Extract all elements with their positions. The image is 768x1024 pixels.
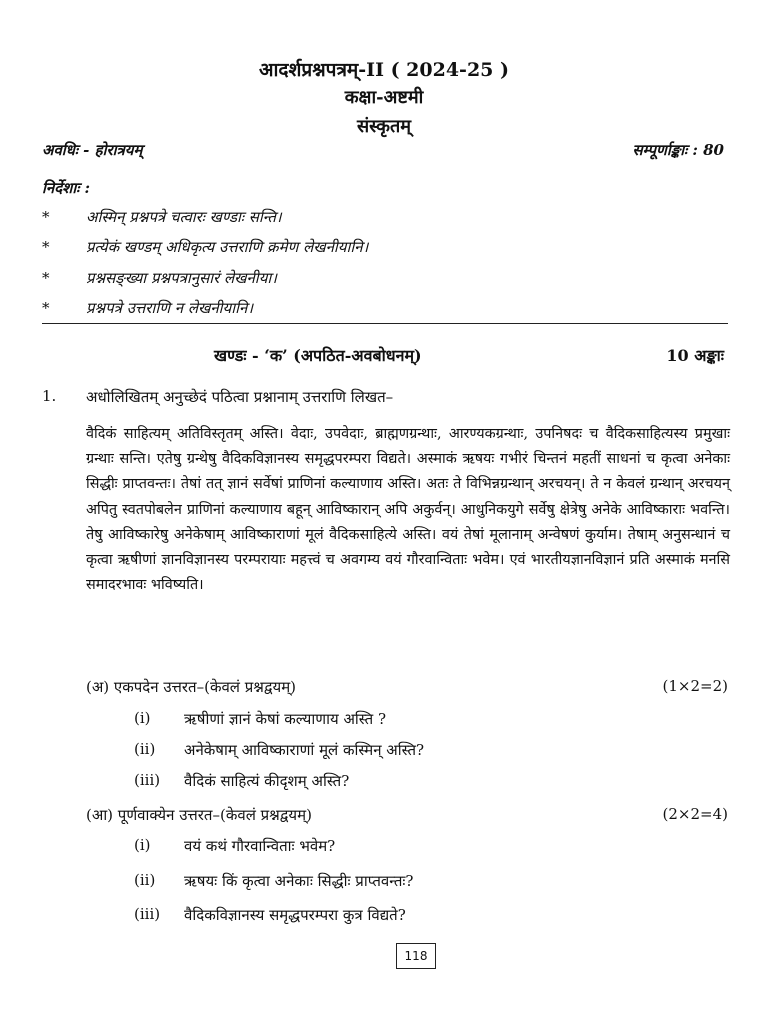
duration-label: अवधिः - होरात्रयम्	[42, 141, 143, 159]
instruction-item	[42, 298, 253, 318]
part-b-marks: (2×2=4)	[662, 805, 728, 823]
instruction-text: प्रत्येकं खण्डम् अधिकृत्य उत्तराणि क्रमेण लेखनीयानि।	[86, 238, 369, 256]
bullet-icon: *	[42, 208, 50, 226]
divider	[42, 323, 728, 324]
instruction-text: अस्मिन् प्रश्नपत्रे चत्वारः खण्डाः सन्ति।	[86, 208, 282, 226]
sub-question-text: ऋषयः किं कृत्वा अनेकाः सिद्धीः प्राप्तवन्तः?	[184, 872, 414, 890]
part-a-marks: (1×2=2)	[662, 677, 728, 695]
sub-question-text: वैदिकविज्ञानस्य समृद्धपरम्परा कुत्र विद्यते?	[184, 906, 406, 924]
question-number: 1.	[42, 387, 57, 405]
sub-question-text: वैदिकं साहित्यं कीदृशम् अस्ति?	[184, 772, 350, 790]
page-number: 118	[396, 943, 436, 969]
section-marks: 10 अङ्काः	[666, 346, 724, 365]
sub-question-number: (i)	[134, 709, 151, 727]
instruction-item	[42, 237, 368, 257]
instruction-item	[42, 268, 277, 288]
bullet-icon: *	[42, 238, 50, 256]
sub-question-text: अनेकेषाम् आविष्काराणां मूलं कस्मिन् अस्ति?	[184, 741, 425, 759]
sub-question-text: ऋषीणां ज्ञानं केषां कल्याणाय अस्ति ?	[184, 710, 386, 728]
total-marks-label: सम्पूर्णाङ्काः : 80	[632, 141, 724, 159]
bullet-icon: *	[42, 299, 50, 317]
instruction-item	[42, 207, 282, 227]
part-b-label: (आ) पूर्णवाक्येन उत्तरत–(केवलं प्रश्नद्वयम्)	[86, 806, 312, 824]
sub-question-number: (i)	[134, 836, 151, 854]
sub-question-number: (ii)	[134, 871, 156, 889]
sub-question-text: वयं कथं गौरवान्विताः भवेम?	[184, 837, 336, 855]
subject-label: संस्कृतम्	[356, 116, 412, 137]
bullet-icon: *	[42, 269, 50, 287]
question-text: अधोलिखितम् अनुच्छेदं पठित्वा प्रश्नानाम् उत्तराणि लिखत–	[86, 388, 394, 406]
sub-question-number: (iii)	[134, 771, 161, 789]
passage: वैदिकं साहित्यम् अतिविस्तृतम् अस्ति। वेदाः, उपवेदाः, ब्राह्मणग्रन्थाः, आरण्यकग्रन्थाः, उपनिषदः च वैदिकसाहित्यस्य प्रमुखाः ग्रन्थाः सन्ति। एतेषु ग्रन्थेषु वैदिकविज्ञानस्य समृद्धपरम्परा विद्यते। अस्माकं ऋषयः गभीरं चिन्तनं महतीं साधनां च कृत्वा अनेकाः सिद्धीः प्राप्तवन्तः। तेषां तत् ज्ञानं सर्वेषां प्राणिनां कल्याणाय अस्ति। अतः ते विभिन्नग्रन्थान् अरचयन्। ते न केवलं ग्रन्थान् अरचयन् अपितु स्वतपोबलेन प्राणिनां कल्याणाय बहून् आविष्कारान् अपि अकुर्वन्। आधुनिकयुगे सर्वेषु क्षेत्रेषु अनेके आविष्काराः भवन्ति। तेषु आविष्कारेषु अनेकेषाम् आविष्काराणां मूलं वैदिकसाहित्ये अस्ति। वयं तेषां मूलानाम् अन्वेषणं कुर्याम। तेषाम् अनुसन्धानं च कृत्वा ऋषीणां ज्ञानविज्ञानस्य परम्परायाः महत्त्वं च अवगम्य वयं गौरवान्विताः भवेम। एवं भारतीयज्ञानविज्ञानं प्रति अस्माकं मनसि समादरभावः भविष्यति।	[86, 426, 730, 594]
instructions-heading: निर्देशाः :	[42, 179, 91, 197]
section-heading: खण्डः - ‘क’ (अपठित-अवबोधनम्)	[214, 346, 422, 365]
sub-question-number: (ii)	[134, 740, 156, 758]
part-a-label: (अ) एकपदेन उत्तरत–(केवलं प्रश्नद्वयम्)	[86, 678, 297, 696]
class-label: कक्षा-अष्टमी	[344, 87, 424, 108]
instruction-text: प्रश्नसङ्ख्या प्रश्नपत्रानुसारं लेखनीया।	[86, 269, 277, 287]
instruction-text: प्रश्नपत्रे उत्तराणि न लेखनीयानि।	[86, 299, 254, 317]
sub-question-number: (iii)	[134, 905, 161, 923]
paper-title: आदर्शप्रश्नपत्रम्-II ( 2024-25 )	[258, 59, 509, 81]
